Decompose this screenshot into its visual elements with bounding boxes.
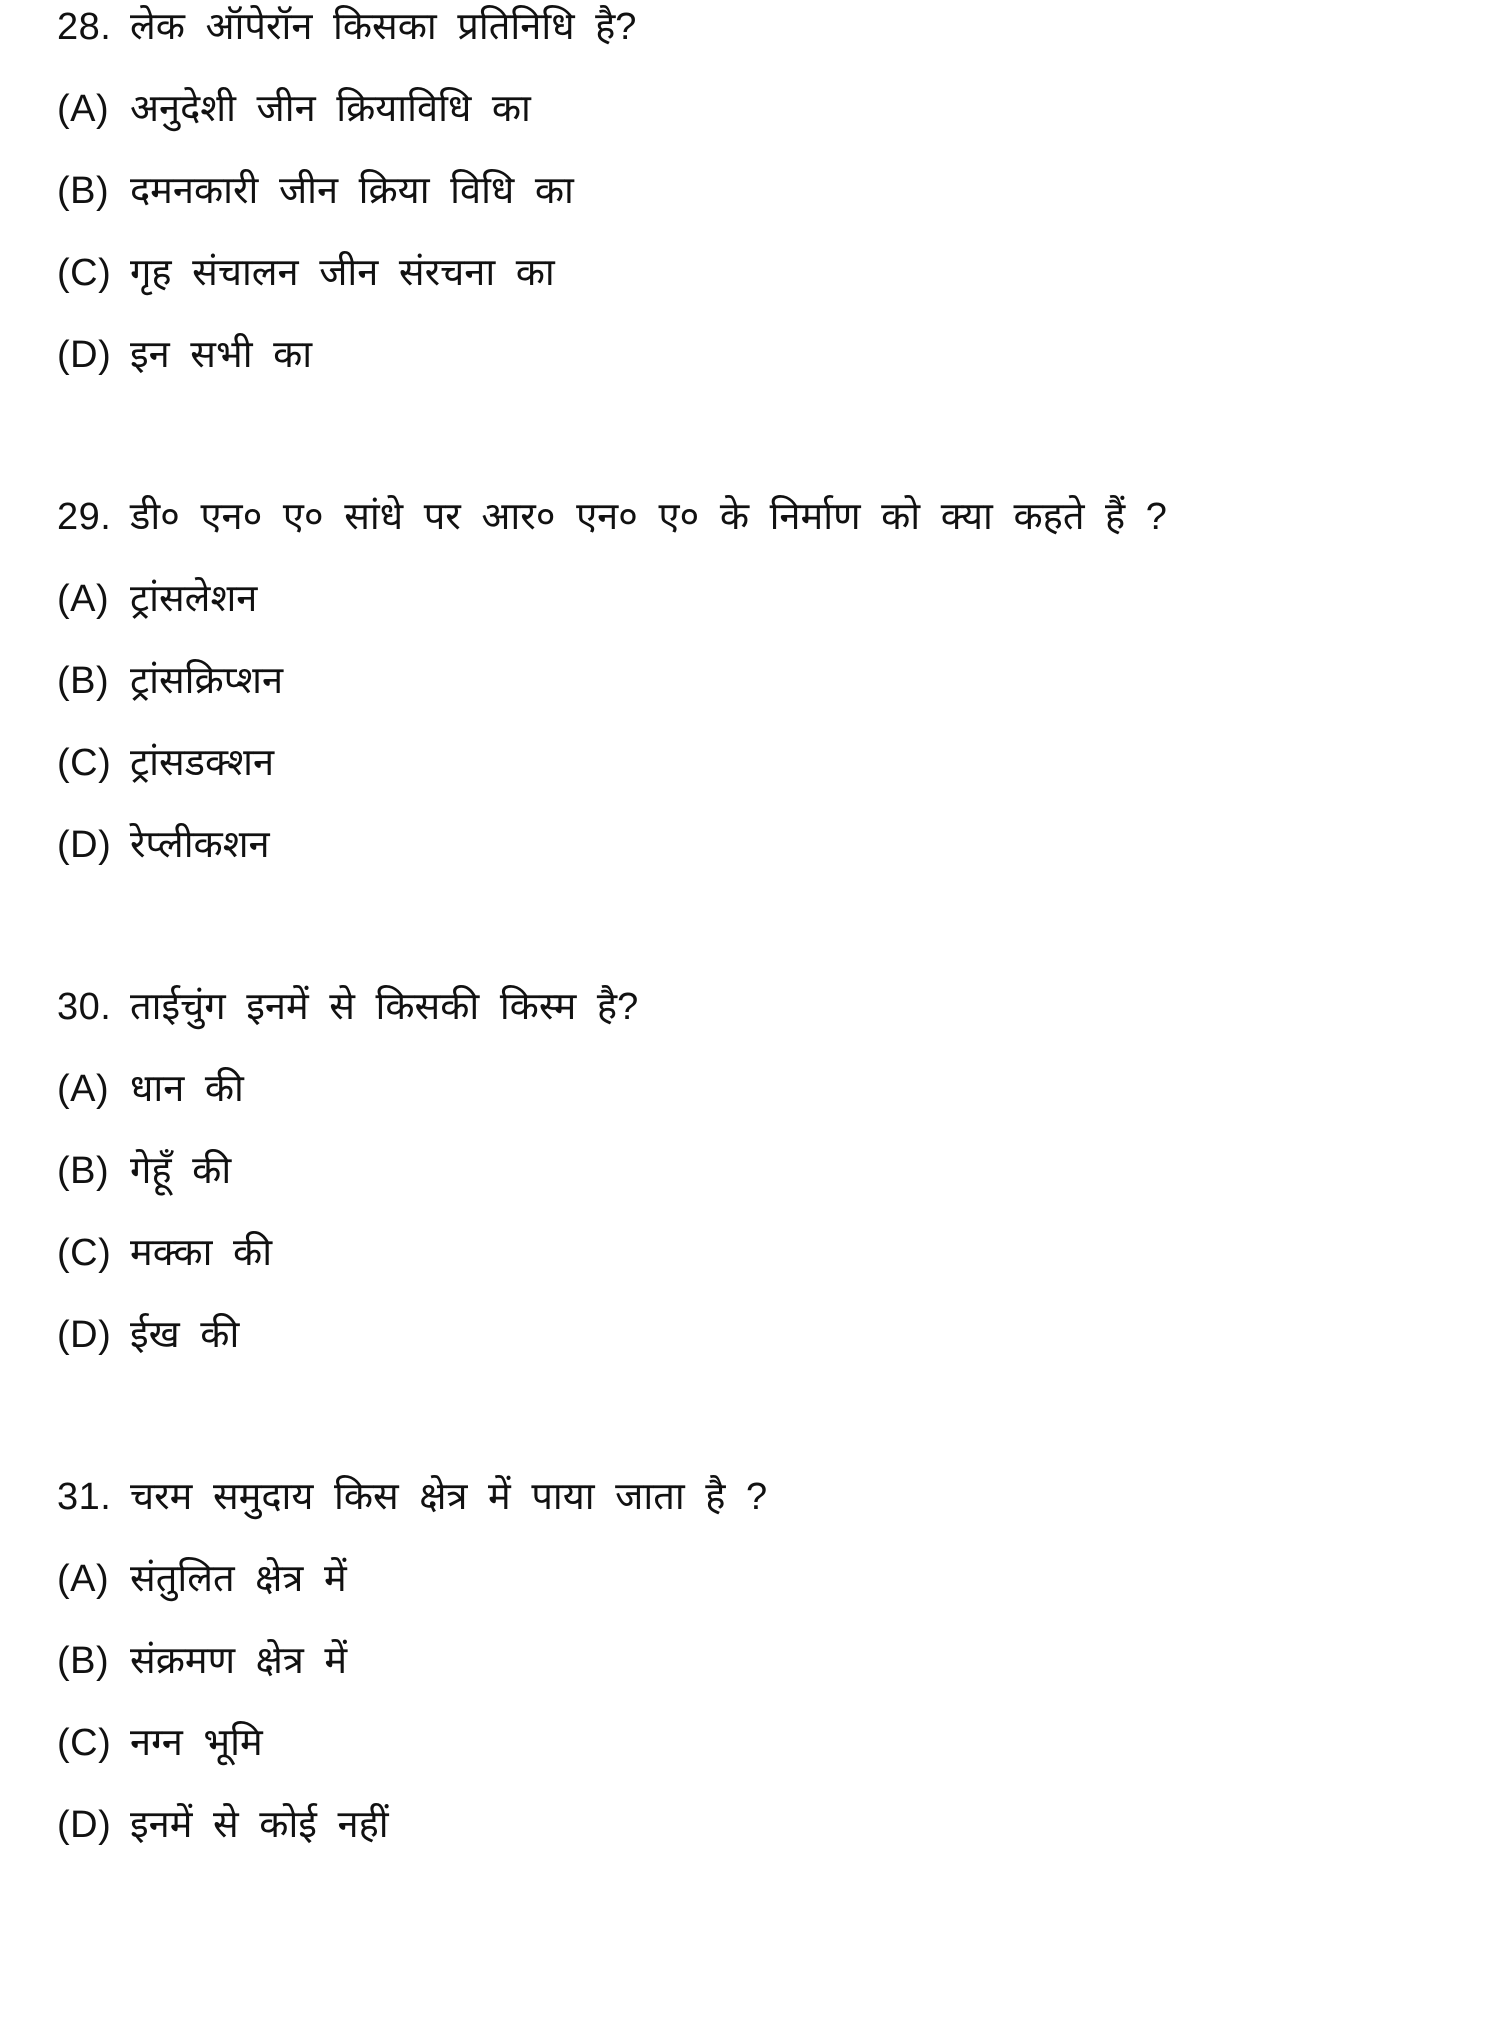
option-label: (B) xyxy=(57,1640,110,1682)
option-a xyxy=(57,1066,1457,1148)
option-text: संक्रमण क्षेत्र में xyxy=(130,1640,348,1682)
question-28 xyxy=(57,4,1457,414)
option-text: इन सभी का xyxy=(130,334,313,376)
option-text: दमनकारी जीन क्रिया विधि का xyxy=(130,170,574,212)
option-label: (A) xyxy=(57,1068,110,1110)
option-text: नग्न भूमि xyxy=(130,1722,263,1764)
option-text: गेहूँ की xyxy=(130,1150,232,1192)
question-stem xyxy=(57,494,1457,576)
question-31 xyxy=(57,1474,1457,1884)
question-text: डी० एन० ए० सांधे पर आर० एन० ए० के निर्माण को क्या कहते हैं ? xyxy=(130,496,1167,538)
option-label: (D) xyxy=(57,1314,112,1356)
question-number: 30. xyxy=(57,986,112,1028)
option-b xyxy=(57,658,1457,740)
option-c xyxy=(57,1720,1457,1802)
option-b xyxy=(57,1638,1457,1720)
question-number: 31. xyxy=(57,1476,112,1518)
question-stem xyxy=(57,984,1457,1066)
question-29 xyxy=(57,494,1457,904)
option-label: (C) xyxy=(57,252,112,294)
option-label: (D) xyxy=(57,334,112,376)
question-number: 28. xyxy=(57,6,112,48)
option-a xyxy=(57,576,1457,658)
option-d xyxy=(57,332,1457,414)
option-label: (B) xyxy=(57,170,110,212)
option-b xyxy=(57,168,1457,250)
option-label: (B) xyxy=(57,1150,110,1192)
option-text: ट्रांसडक्शन xyxy=(130,742,275,784)
option-d xyxy=(57,1802,1457,1884)
option-text: अनुदेशी जीन क्रियाविधि का xyxy=(130,88,531,130)
option-label: (D) xyxy=(57,1804,112,1846)
option-c xyxy=(57,740,1457,822)
option-c xyxy=(57,1230,1457,1312)
option-text: मक्का की xyxy=(130,1232,273,1274)
option-c xyxy=(57,250,1457,332)
option-a xyxy=(57,86,1457,168)
question-stem xyxy=(57,4,1457,86)
question-number: 29. xyxy=(57,496,112,538)
option-b xyxy=(57,1148,1457,1230)
option-label: (A) xyxy=(57,88,110,130)
option-label: (A) xyxy=(57,578,110,620)
option-d xyxy=(57,1312,1457,1394)
option-text: गृह संचालन जीन संरचना का xyxy=(130,252,555,294)
option-text: ट्रांसलेशन xyxy=(130,578,258,620)
option-text: ईख की xyxy=(130,1314,240,1356)
option-label: (C) xyxy=(57,742,112,784)
option-text: ट्रांसक्रिप्शन xyxy=(130,660,284,702)
option-label: (D) xyxy=(57,824,112,866)
question-stem xyxy=(57,1474,1457,1556)
question-text: चरम समुदाय किस क्षेत्र में पाया जाता है ? xyxy=(130,1476,768,1518)
option-text: धान की xyxy=(130,1068,244,1110)
question-text: लेक ऑपेरॉन किसका प्रतिनिधि है? xyxy=(130,6,637,48)
option-a xyxy=(57,1556,1457,1638)
option-label: (C) xyxy=(57,1722,112,1764)
option-text: इनमें से कोई नहीं xyxy=(130,1804,389,1846)
option-d xyxy=(57,822,1457,904)
question-text: ताईचुंग इनमें से किसकी किस्म है? xyxy=(130,986,639,1028)
option-text: संतुलित क्षेत्र में xyxy=(130,1558,347,1600)
option-label: (B) xyxy=(57,660,110,702)
option-text: रेप्लीकशन xyxy=(130,824,270,866)
option-label: (C) xyxy=(57,1232,112,1274)
option-label: (A) xyxy=(57,1558,110,1600)
question-30 xyxy=(57,984,1457,1394)
